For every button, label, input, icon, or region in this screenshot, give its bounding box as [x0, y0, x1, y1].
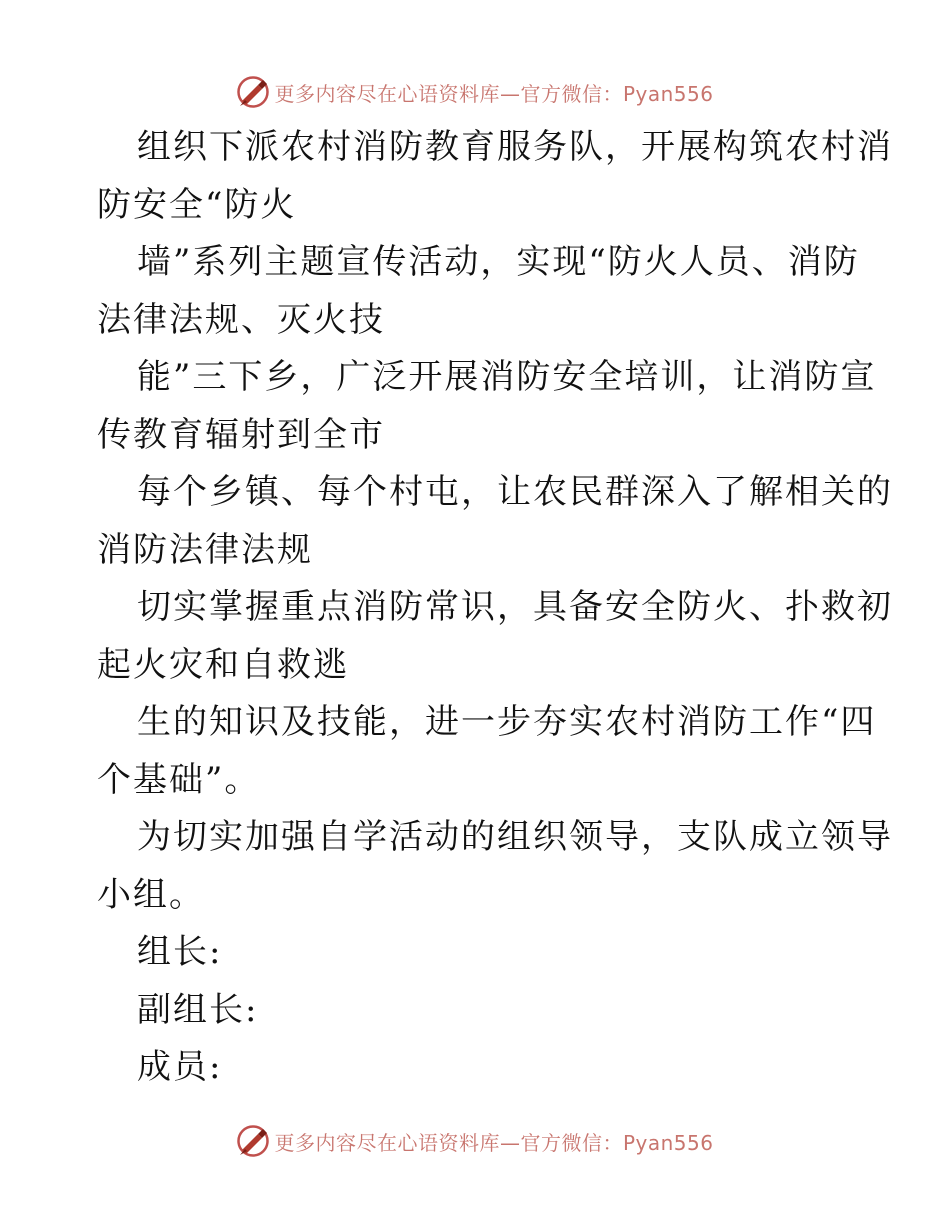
header-watermark-banner	[0, 72, 950, 112]
text-line: 墙”系列主题宣传活动，实现“防火人员、消防	[137, 242, 860, 282]
text-line: 起火灾和自救逃	[97, 644, 349, 685]
pen-logo-icon	[236, 75, 270, 109]
header-watermark-text: 更多内容尽在心语资料库—官方微信：Pyan556	[274, 81, 714, 106]
text-line: 传教育辐射到全市	[97, 414, 385, 455]
pen-logo-icon	[236, 1124, 270, 1158]
document-body	[97, 119, 893, 1097]
footer-watermark-banner	[0, 1121, 950, 1161]
group-leader-label: 组长:	[137, 932, 223, 972]
text-line: 个基础”。	[97, 759, 261, 800]
text-line: 组织下派农村消防教育服务队，开展构筑农村消	[137, 127, 893, 167]
footer-watermark-text: 更多内容尽在心语资料库—官方微信：Pyan556	[274, 1130, 714, 1155]
text-line: 为切实加强自学活动的组织领导，支队成立领导	[137, 817, 893, 857]
text-line: 消防法律法规	[97, 529, 313, 570]
text-line: 生的知识及技能，进一步夯实农村消防工作“四	[137, 702, 877, 742]
text-line: 小组。	[97, 874, 205, 915]
deputy-leader-label: 副组长:	[137, 989, 259, 1030]
members-label: 成员:	[137, 1047, 223, 1087]
text-line: 切实掌握重点消防常识，具备安全防火、扑救初	[137, 587, 893, 627]
text-line: 防安全“防火	[97, 184, 297, 225]
text-line: 能”三下乡，广泛开展消防安全培训，让消防宣	[137, 357, 877, 397]
text-line: 法律法规、灭火技	[97, 299, 385, 340]
text-line: 每个乡镇、每个村屯，让农民群深入了解相关的	[137, 472, 893, 512]
